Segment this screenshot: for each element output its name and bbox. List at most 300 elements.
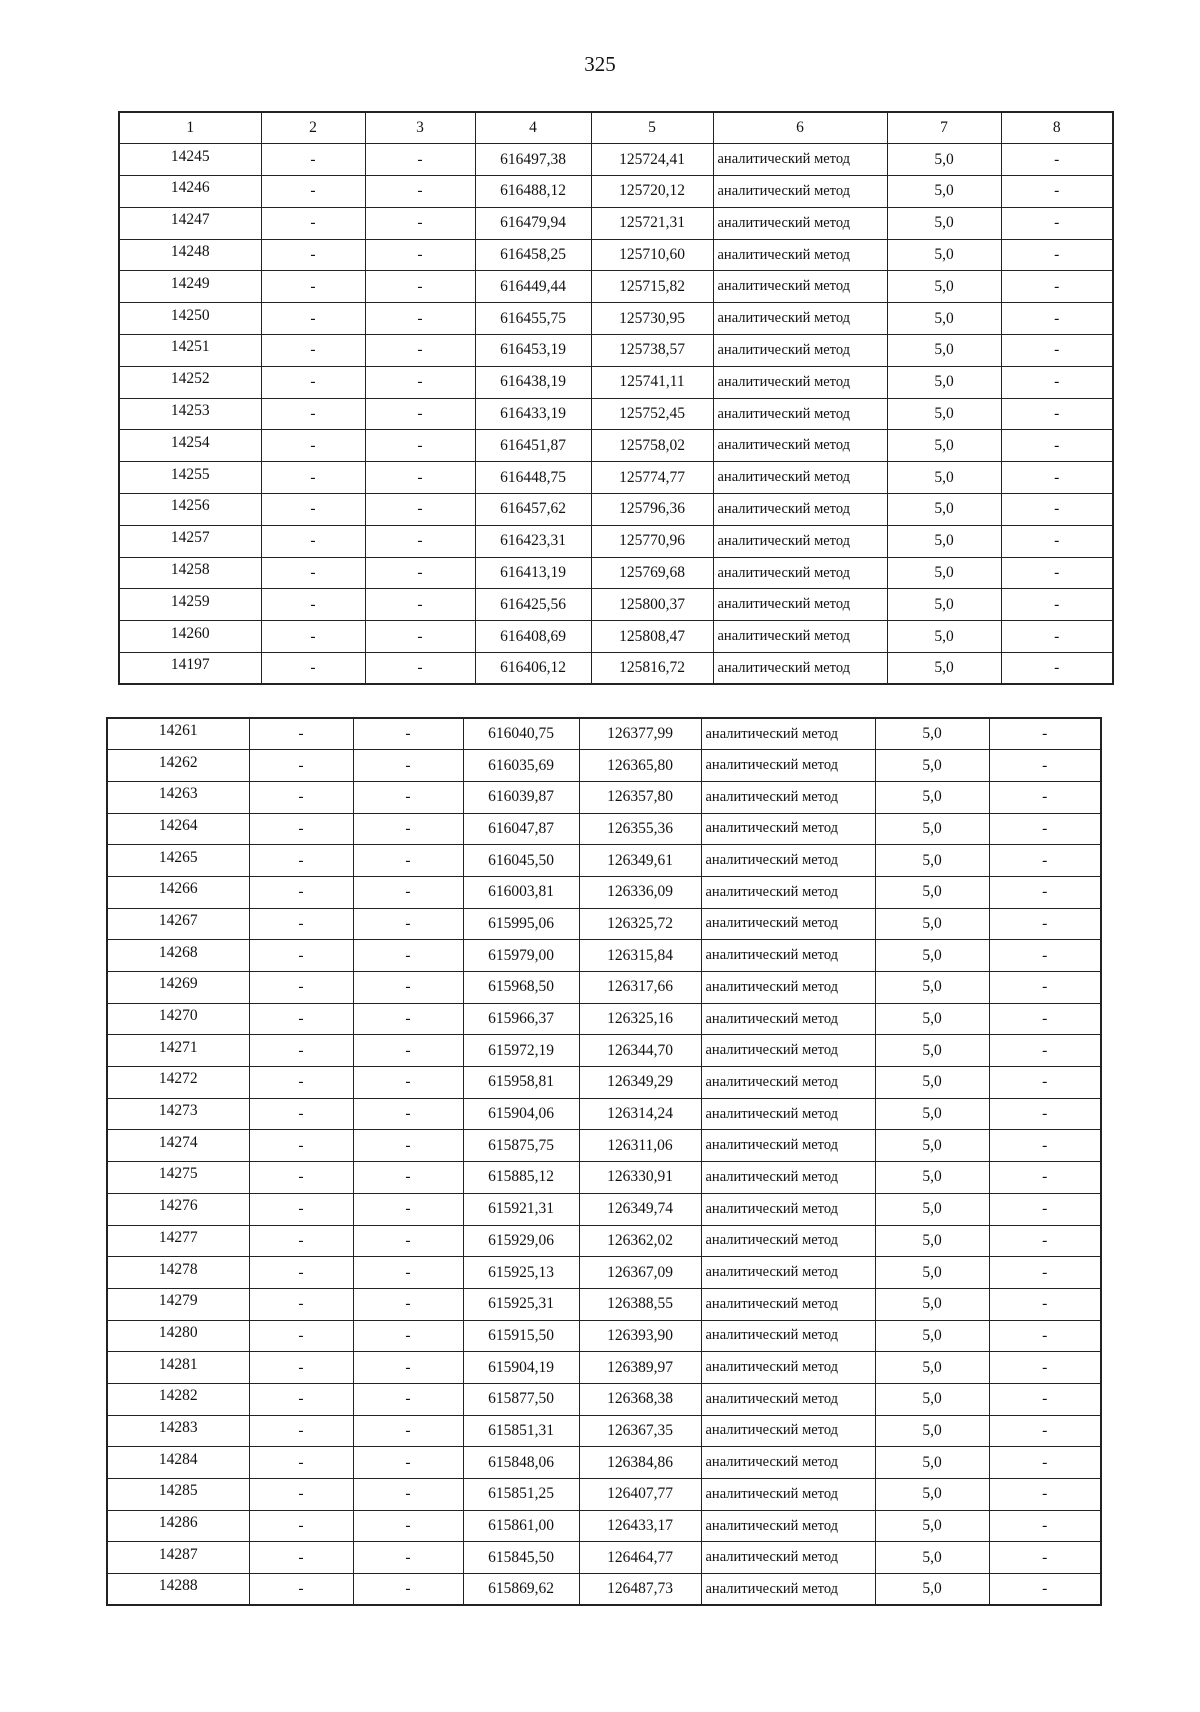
col2-cell: - <box>249 1257 353 1289</box>
accuracy-cell: 5,0 <box>875 1288 989 1320</box>
point-id-cell: 14275 <box>107 1162 249 1194</box>
col2-cell: - <box>261 335 365 367</box>
table-row <box>107 813 1101 845</box>
table-row <box>119 271 1113 303</box>
col8-cell: - <box>1001 144 1113 176</box>
col8-cell: - <box>989 718 1101 750</box>
table-row <box>107 1098 1101 1130</box>
coord-y-cell: 126349,61 <box>579 845 701 877</box>
col3-cell: - <box>365 557 475 589</box>
page-number: 325 <box>584 52 616 76</box>
point-id-cell: 14263 <box>107 781 249 813</box>
col3-cell: - <box>353 1288 463 1320</box>
point-id-cell: 14249 <box>119 271 261 303</box>
method-cell: аналитический метод <box>701 718 875 750</box>
table-row <box>119 462 1113 494</box>
coord-x-cell: 615904,06 <box>463 1098 579 1130</box>
coord-y-cell: 126325,16 <box>579 1003 701 1035</box>
col-header-7: 7 <box>887 112 1001 144</box>
method-cell: аналитический метод <box>713 462 887 494</box>
coord-y-cell: 125730,95 <box>591 303 713 335</box>
coord-y-cell: 126325,72 <box>579 908 701 940</box>
method-cell: аналитический метод <box>713 271 887 303</box>
coord-x-cell: 615875,75 <box>463 1130 579 1162</box>
table-row <box>119 144 1113 176</box>
point-id-cell: 14197 <box>119 653 261 685</box>
col3-cell: - <box>353 781 463 813</box>
col3-cell: - <box>365 176 475 208</box>
col8-cell: - <box>989 1415 1101 1447</box>
accuracy-cell: 5,0 <box>887 525 1001 557</box>
accuracy-cell: 5,0 <box>887 366 1001 398</box>
coord-y-cell: 126407,77 <box>579 1479 701 1511</box>
col3-cell: - <box>365 621 475 653</box>
col2-cell: - <box>249 876 353 908</box>
coord-y-cell: 125741,11 <box>591 366 713 398</box>
col2-cell: - <box>249 781 353 813</box>
col8-cell: - <box>989 1003 1101 1035</box>
col3-cell: - <box>353 1479 463 1511</box>
col8-cell: - <box>989 1320 1101 1352</box>
coord-x-cell: 616408,69 <box>475 621 591 653</box>
coord-y-cell: 125758,02 <box>591 430 713 462</box>
table-row <box>107 1225 1101 1257</box>
col3-cell: - <box>353 876 463 908</box>
col8-cell: - <box>989 1542 1101 1574</box>
method-cell: аналитический метод <box>701 1574 875 1606</box>
coord-x-cell: 616457,62 <box>475 494 591 526</box>
table-row <box>107 750 1101 782</box>
col2-cell: - <box>249 972 353 1004</box>
point-id-cell: 14253 <box>119 398 261 430</box>
accuracy-cell: 5,0 <box>875 1193 989 1225</box>
col8-cell: - <box>989 845 1101 877</box>
accuracy-cell: 5,0 <box>875 1574 989 1606</box>
coord-y-cell: 125738,57 <box>591 335 713 367</box>
table-row <box>119 176 1113 208</box>
table-row <box>107 1162 1101 1194</box>
col2-cell: - <box>249 940 353 972</box>
point-id-cell: 14277 <box>107 1225 249 1257</box>
coord-x-cell: 615915,50 <box>463 1320 579 1352</box>
table-row <box>107 1003 1101 1035</box>
col2-cell: - <box>261 653 365 685</box>
col2-cell: - <box>249 750 353 782</box>
accuracy-cell: 5,0 <box>875 908 989 940</box>
col2-cell: - <box>261 621 365 653</box>
col2-cell: - <box>261 462 365 494</box>
col2-cell: - <box>261 430 365 462</box>
col3-cell: - <box>353 972 463 1004</box>
coord-x-cell: 616003,81 <box>463 876 579 908</box>
point-id-cell: 14279 <box>107 1288 249 1320</box>
col8-cell: - <box>989 813 1101 845</box>
table-row <box>119 557 1113 589</box>
col2-cell: - <box>261 303 365 335</box>
coord-y-cell: 125720,12 <box>591 176 713 208</box>
coord-x-cell: 615921,31 <box>463 1193 579 1225</box>
table-row <box>107 1193 1101 1225</box>
col3-cell: - <box>353 1257 463 1289</box>
point-id-cell: 14285 <box>107 1479 249 1511</box>
col2-cell: - <box>261 207 365 239</box>
col3-cell: - <box>353 1162 463 1194</box>
point-id-cell: 14270 <box>107 1003 249 1035</box>
coord-y-cell: 126367,35 <box>579 1415 701 1447</box>
table-header-row <box>119 112 1113 144</box>
coord-x-cell: 616433,19 <box>475 398 591 430</box>
coord-y-cell: 126365,80 <box>579 750 701 782</box>
coord-y-cell: 125800,37 <box>591 589 713 621</box>
accuracy-cell: 5,0 <box>875 1067 989 1099</box>
coordinates-table-1 <box>118 111 1112 685</box>
coord-y-cell: 126317,66 <box>579 972 701 1004</box>
point-id-cell: 14248 <box>119 239 261 271</box>
col3-cell: - <box>353 1352 463 1384</box>
coord-x-cell: 615885,12 <box>463 1162 579 1194</box>
col2-cell: - <box>249 1003 353 1035</box>
table-row <box>107 718 1101 750</box>
accuracy-cell: 5,0 <box>875 1225 989 1257</box>
col2-cell: - <box>249 845 353 877</box>
col3-cell: - <box>365 430 475 462</box>
coord-x-cell: 615851,25 <box>463 1479 579 1511</box>
accuracy-cell: 5,0 <box>887 557 1001 589</box>
col8-cell: - <box>1001 430 1113 462</box>
coord-y-cell: 126384,86 <box>579 1447 701 1479</box>
accuracy-cell: 5,0 <box>887 144 1001 176</box>
col8-cell: - <box>1001 462 1113 494</box>
col8-cell: - <box>989 1193 1101 1225</box>
col3-cell: - <box>353 1003 463 1035</box>
point-id-cell: 14268 <box>107 940 249 972</box>
accuracy-cell: 5,0 <box>887 589 1001 621</box>
method-cell: аналитический метод <box>701 1257 875 1289</box>
coord-x-cell: 615904,19 <box>463 1352 579 1384</box>
col8-cell: - <box>989 1479 1101 1511</box>
coord-y-cell: 126393,90 <box>579 1320 701 1352</box>
method-cell: аналитический метод <box>701 876 875 908</box>
table-row <box>119 366 1113 398</box>
coord-y-cell: 125770,96 <box>591 525 713 557</box>
accuracy-cell: 5,0 <box>887 494 1001 526</box>
coord-y-cell: 125752,45 <box>591 398 713 430</box>
coord-y-cell: 126357,80 <box>579 781 701 813</box>
col3-cell: - <box>365 398 475 430</box>
coord-x-cell: 615845,50 <box>463 1542 579 1574</box>
col3-cell: - <box>353 1193 463 1225</box>
coord-x-cell: 616406,12 <box>475 653 591 685</box>
table-2-body <box>107 718 1101 1605</box>
accuracy-cell: 5,0 <box>875 972 989 1004</box>
coord-y-cell: 125816,72 <box>591 653 713 685</box>
accuracy-cell: 5,0 <box>875 1510 989 1542</box>
col8-cell: - <box>989 1574 1101 1606</box>
point-id-cell: 14264 <box>107 813 249 845</box>
method-cell: аналитический метод <box>701 1162 875 1194</box>
col2-cell: - <box>261 144 365 176</box>
coord-x-cell: 615925,31 <box>463 1288 579 1320</box>
coord-x-cell: 615929,06 <box>463 1225 579 1257</box>
col2-cell: - <box>249 1415 353 1447</box>
col8-cell: - <box>989 1288 1101 1320</box>
coord-y-cell: 126388,55 <box>579 1288 701 1320</box>
point-id-cell: 14258 <box>119 557 261 589</box>
col3-cell: - <box>353 1574 463 1606</box>
coord-x-cell: 615995,06 <box>463 908 579 940</box>
table-row <box>107 1415 1101 1447</box>
coord-x-cell: 615966,37 <box>463 1003 579 1035</box>
accuracy-cell: 5,0 <box>875 1003 989 1035</box>
accuracy-cell: 5,0 <box>875 1352 989 1384</box>
coord-x-cell: 616451,87 <box>475 430 591 462</box>
coord-y-cell: 126330,91 <box>579 1162 701 1194</box>
point-id-cell: 14245 <box>119 144 261 176</box>
accuracy-cell: 5,0 <box>887 303 1001 335</box>
point-id-cell: 14273 <box>107 1098 249 1130</box>
coord-y-cell: 126362,02 <box>579 1225 701 1257</box>
col2-cell: - <box>249 1479 353 1511</box>
table-row <box>107 781 1101 813</box>
coord-x-cell: 616425,56 <box>475 589 591 621</box>
coord-x-cell: 615877,50 <box>463 1383 579 1415</box>
col3-cell: - <box>365 271 475 303</box>
coord-y-cell: 126314,24 <box>579 1098 701 1130</box>
table-row <box>119 207 1113 239</box>
table-row <box>119 525 1113 557</box>
accuracy-cell: 5,0 <box>887 653 1001 685</box>
col3-cell: - <box>353 1035 463 1067</box>
accuracy-cell: 5,0 <box>887 207 1001 239</box>
method-cell: аналитический метод <box>713 621 887 653</box>
method-cell: аналитический метод <box>701 1383 875 1415</box>
method-cell: аналитический метод <box>701 1193 875 1225</box>
col2-cell: - <box>261 271 365 303</box>
table-row <box>107 1067 1101 1099</box>
col2-cell: - <box>261 176 365 208</box>
method-cell: аналитический метод <box>701 1098 875 1130</box>
coord-y-cell: 126349,29 <box>579 1067 701 1099</box>
table-row <box>107 972 1101 1004</box>
method-cell: аналитический метод <box>713 589 887 621</box>
accuracy-cell: 5,0 <box>875 876 989 908</box>
col8-cell: - <box>1001 271 1113 303</box>
method-cell: аналитический метод <box>701 1320 875 1352</box>
col-header-1: 1 <box>119 112 261 144</box>
method-cell: аналитический метод <box>713 494 887 526</box>
col8-cell: - <box>1001 494 1113 526</box>
col2-cell: - <box>261 366 365 398</box>
coord-x-cell: 616040,75 <box>463 718 579 750</box>
col2-cell: - <box>249 908 353 940</box>
col8-cell: - <box>989 1383 1101 1415</box>
point-id-cell: 14257 <box>119 525 261 557</box>
col8-cell: - <box>989 1162 1101 1194</box>
col3-cell: - <box>353 1067 463 1099</box>
col2-cell: - <box>261 525 365 557</box>
coord-x-cell: 616413,19 <box>475 557 591 589</box>
method-cell: аналитический метод <box>701 1479 875 1511</box>
coord-y-cell: 126349,74 <box>579 1193 701 1225</box>
table-row <box>119 335 1113 367</box>
method-cell: аналитический метод <box>701 1510 875 1542</box>
col3-cell: - <box>353 845 463 877</box>
coord-y-cell: 125796,36 <box>591 494 713 526</box>
coord-x-cell: 616039,87 <box>463 781 579 813</box>
coord-y-cell: 126487,73 <box>579 1574 701 1606</box>
col3-cell: - <box>353 813 463 845</box>
coord-x-cell: 616455,75 <box>475 303 591 335</box>
table-row <box>107 1542 1101 1574</box>
coord-x-cell: 616497,38 <box>475 144 591 176</box>
table-row <box>119 494 1113 526</box>
col3-cell: - <box>365 366 475 398</box>
coord-y-cell: 125769,68 <box>591 557 713 589</box>
point-id-cell: 14271 <box>107 1035 249 1067</box>
col8-cell: - <box>1001 589 1113 621</box>
coord-x-cell: 616488,12 <box>475 176 591 208</box>
method-cell: аналитический метод <box>701 1067 875 1099</box>
table-row <box>119 621 1113 653</box>
method-cell: аналитический метод <box>701 781 875 813</box>
coord-x-cell: 616438,19 <box>475 366 591 398</box>
table-row <box>107 1035 1101 1067</box>
col2-cell: - <box>249 1320 353 1352</box>
col3-cell: - <box>365 239 475 271</box>
accuracy-cell: 5,0 <box>887 271 1001 303</box>
point-id-cell: 14286 <box>107 1510 249 1542</box>
col2-cell: - <box>249 1383 353 1415</box>
method-cell: аналитический метод <box>701 908 875 940</box>
col8-cell: - <box>989 781 1101 813</box>
accuracy-cell: 5,0 <box>875 1035 989 1067</box>
col3-cell: - <box>353 940 463 972</box>
col-header-2: 2 <box>261 112 365 144</box>
accuracy-cell: 5,0 <box>875 813 989 845</box>
coord-y-cell: 126344,70 <box>579 1035 701 1067</box>
table-row <box>119 239 1113 271</box>
accuracy-cell: 5,0 <box>887 335 1001 367</box>
point-id-cell: 14281 <box>107 1352 249 1384</box>
coordinates-table-2 <box>106 717 1100 1606</box>
col8-cell: - <box>1001 366 1113 398</box>
col8-cell: - <box>1001 557 1113 589</box>
method-cell: аналитический метод <box>713 557 887 589</box>
method-cell: аналитический метод <box>701 1225 875 1257</box>
col-header-6: 6 <box>713 112 887 144</box>
col2-cell: - <box>249 718 353 750</box>
coord-x-cell: 615869,62 <box>463 1574 579 1606</box>
method-cell: аналитический метод <box>701 1415 875 1447</box>
point-id-cell: 14246 <box>119 176 261 208</box>
col3-cell: - <box>353 1225 463 1257</box>
point-id-cell: 14274 <box>107 1130 249 1162</box>
col8-cell: - <box>989 1352 1101 1384</box>
col2-cell: - <box>249 1193 353 1225</box>
method-cell: аналитический метод <box>713 144 887 176</box>
coord-y-cell: 126315,84 <box>579 940 701 972</box>
coord-y-cell: 125721,31 <box>591 207 713 239</box>
col2-cell: - <box>249 1130 353 1162</box>
coord-x-cell: 615861,00 <box>463 1510 579 1542</box>
col-header-8: 8 <box>1001 112 1113 144</box>
coord-y-cell: 125724,41 <box>591 144 713 176</box>
table-row <box>107 1130 1101 1162</box>
method-cell: аналитический метод <box>713 430 887 462</box>
method-cell: аналитический метод <box>701 750 875 782</box>
col2-cell: - <box>261 589 365 621</box>
point-id-cell: 14267 <box>107 908 249 940</box>
table-1-body <box>119 144 1113 685</box>
col8-cell: - <box>989 908 1101 940</box>
method-cell: аналитический метод <box>701 1035 875 1067</box>
col8-cell: - <box>989 1098 1101 1130</box>
point-id-cell: 14261 <box>107 718 249 750</box>
col8-cell: - <box>989 1035 1101 1067</box>
accuracy-cell: 5,0 <box>875 750 989 782</box>
accuracy-cell: 5,0 <box>875 845 989 877</box>
col2-cell: - <box>249 1098 353 1130</box>
method-cell: аналитический метод <box>701 1447 875 1479</box>
point-id-cell: 14265 <box>107 845 249 877</box>
coord-y-cell: 126336,09 <box>579 876 701 908</box>
col2-cell: - <box>249 1574 353 1606</box>
accuracy-cell: 5,0 <box>875 1162 989 1194</box>
col2-cell: - <box>249 1162 353 1194</box>
point-id-cell: 14259 <box>119 589 261 621</box>
col3-cell: - <box>365 653 475 685</box>
method-cell: аналитический метод <box>713 653 887 685</box>
col8-cell: - <box>1001 525 1113 557</box>
coord-y-cell: 126389,97 <box>579 1352 701 1384</box>
coord-y-cell: 125715,82 <box>591 271 713 303</box>
accuracy-cell: 5,0 <box>875 1320 989 1352</box>
coord-y-cell: 126433,17 <box>579 1510 701 1542</box>
table-row <box>107 1574 1101 1606</box>
method-cell: аналитический метод <box>713 207 887 239</box>
table-row <box>119 653 1113 685</box>
accuracy-cell: 5,0 <box>875 718 989 750</box>
col2-cell: - <box>261 494 365 526</box>
col3-cell: - <box>365 207 475 239</box>
table-row <box>119 589 1113 621</box>
col8-cell: - <box>1001 207 1113 239</box>
point-id-cell: 14254 <box>119 430 261 462</box>
table-row <box>107 1479 1101 1511</box>
accuracy-cell: 5,0 <box>887 462 1001 494</box>
col2-cell: - <box>249 813 353 845</box>
col3-cell: - <box>353 1542 463 1574</box>
col8-cell: - <box>1001 239 1113 271</box>
col3-cell: - <box>365 335 475 367</box>
coord-y-cell: 125808,47 <box>591 621 713 653</box>
col8-cell: - <box>1001 398 1113 430</box>
coord-x-cell: 615972,19 <box>463 1035 579 1067</box>
point-id-cell: 14266 <box>107 876 249 908</box>
coord-x-cell: 616453,19 <box>475 335 591 367</box>
coord-y-cell: 126377,99 <box>579 718 701 750</box>
coord-x-cell: 615925,13 <box>463 1257 579 1289</box>
col3-cell: - <box>353 718 463 750</box>
point-id-cell: 14287 <box>107 1542 249 1574</box>
col3-cell: - <box>365 494 475 526</box>
col2-cell: - <box>249 1288 353 1320</box>
table-row <box>107 908 1101 940</box>
point-id-cell: 14256 <box>119 494 261 526</box>
col8-cell: - <box>989 1130 1101 1162</box>
accuracy-cell: 5,0 <box>887 621 1001 653</box>
coord-y-cell: 125774,77 <box>591 462 713 494</box>
